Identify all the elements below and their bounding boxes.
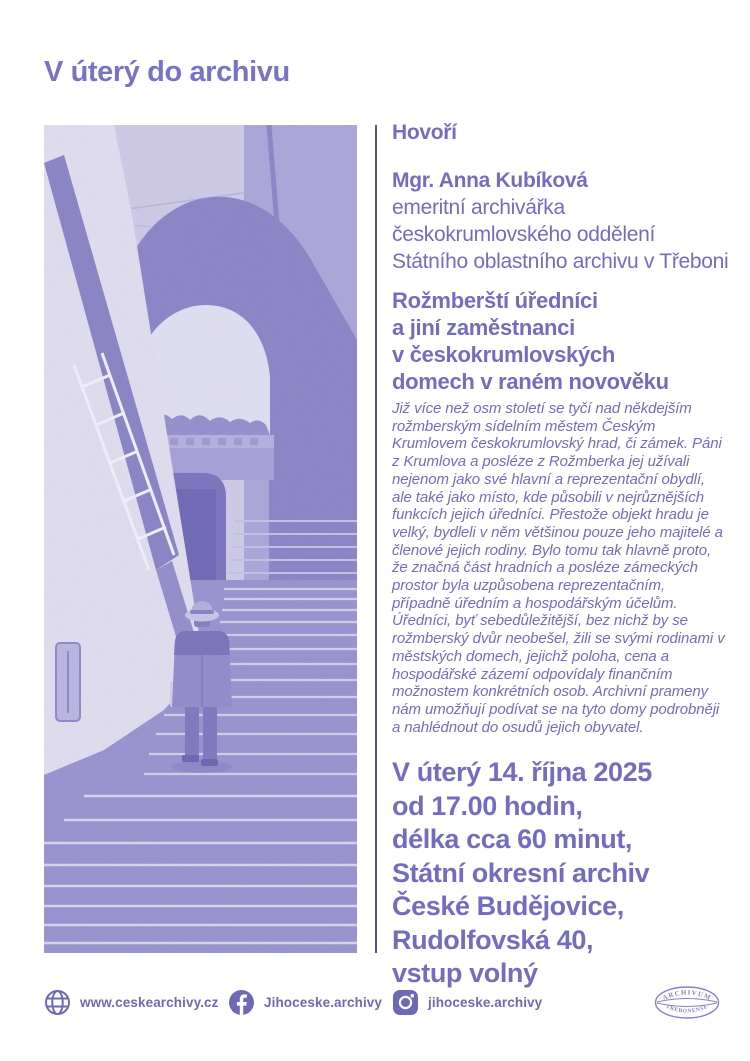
website-link[interactable] [44,984,218,1020]
facebook-handle: Jihoceske.archivy [264,994,383,1010]
talk-title-line: v českokrumlovských [392,342,615,367]
footer [0,984,750,1028]
speaker-role-line: českokrumlovského oddělení [392,223,656,246]
talk-title [392,287,724,395]
event-line: České Budějovice, [392,891,624,922]
talk-title-line: domech v raném novověku [392,369,669,394]
instagram-icon [392,989,419,1016]
event-details [392,756,724,991]
event-line: V úterý 14. října 2025 [392,757,652,788]
event-line: Rudolfovská 40, [392,924,594,955]
svg-text:ARCHIVUM [662,989,713,1002]
talk-title-line: a jiní zaměstnanci [392,315,575,340]
speaker-role-line: Státního oblastního archivu v Třeboni [392,250,729,273]
stairs-archway-photo-art [44,125,357,953]
speaker-name: Mgr. Anna Kubíková [392,169,588,192]
event-line: délka cca 60 minut, [392,824,633,855]
stamp-text-bottom: TREBONENSE [664,1003,710,1015]
website-url: www.ceskearchivy.cz [80,994,219,1010]
abstract-paragraph: Již více než osm století se tyčí nad někdejším rožmberským sídelním městem Českým Krumlovem českokrumlovský hrad, či zámek. Páni z Krumlova a posléze z Rožmberka jej užívali nejenom jako své hlavní a reprezentační obydlí, ale také jako místo, kde působili v nejrůznějších funkcích jejich úředníci. Přestože objekt hradu je velký, bydleli v něm většinou pouze jeho majitelé a členové jejich rodiny. Bylo tomu tak hlavně proto, že značná část hradních a posléze zámeckých prostor byla uzpůsobena reprezentačním, případně úředním a hospodářským účelům. Úředníci, byť sebedůležitější, bez nichž by se rožmberský dvůr neobešel, žili se svými rodinami v městských domech, jejichž poloha, cena a hospodářské zázemí odpovídaly finančním možnostem konkrétních osob. Archivní prameny nám umožňují podívat se na tyto domy podrobněji a nahlédnout do osudů jejich obyvatel. [392,400,725,736]
vertical-divider [375,125,377,953]
event-line: od 17.00 hodin, [392,790,583,821]
talk-title-line: Rožmberští úředníci [392,288,598,313]
facebook-link[interactable] [228,984,382,1020]
instagram-link[interactable] [392,984,542,1020]
archive-stamp [652,982,722,1024]
right-column [392,121,729,991]
event-line: Státní okresní archiv [392,857,650,888]
speaker-role-line: emeritní archivářka [392,196,565,219]
globe-icon [44,989,71,1016]
page-title: V úterý do archivu [44,56,290,88]
speaker-block [392,167,729,275]
stairs-archway-photo [44,125,357,953]
instagram-handle: jihoceske.archivy [428,994,543,1010]
facebook-icon [228,989,255,1016]
stamp-text-top: ARCHIVUM [661,989,713,1003]
speaker-label: Hovoří [392,121,457,144]
event-line: vstup volný [392,958,538,989]
